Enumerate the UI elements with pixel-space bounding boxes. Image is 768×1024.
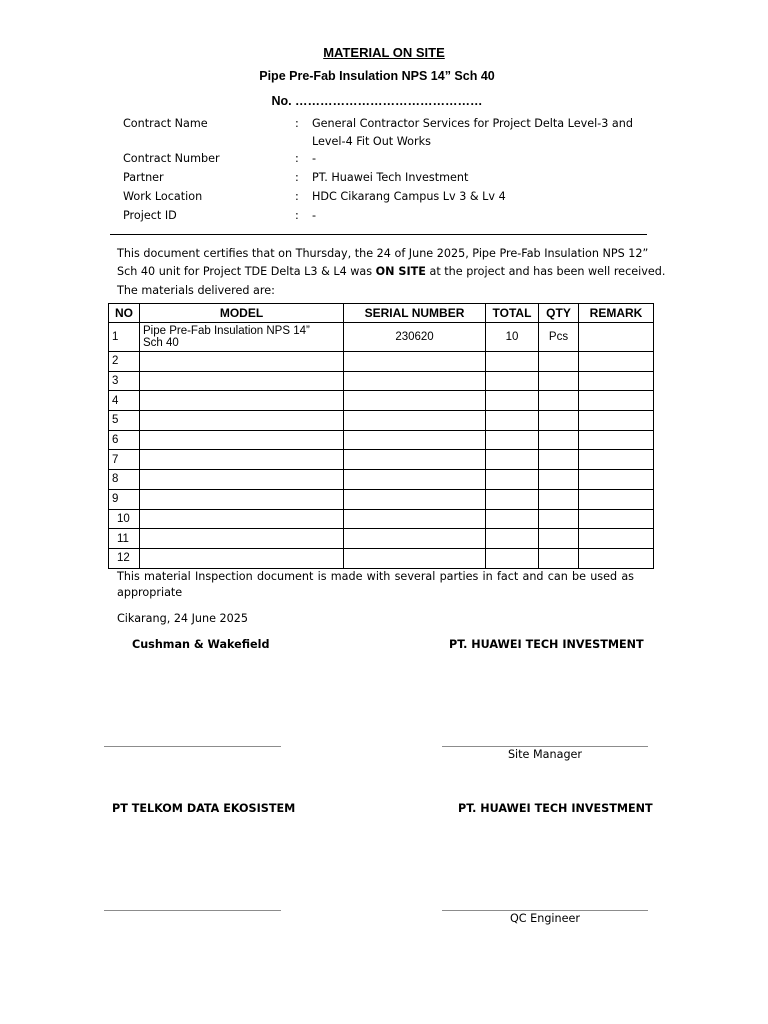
table-row — [109, 548, 654, 568]
contract-number-colon: : — [295, 152, 299, 165]
row-number: 9 — [109, 489, 140, 509]
row-remark — [579, 323, 654, 352]
row-total — [486, 489, 539, 509]
col-header-remark: REMARK — [579, 304, 654, 323]
footer-note-line-2: appropriate — [117, 586, 183, 599]
row-qty — [539, 430, 579, 450]
row-total — [486, 391, 539, 411]
document-number: No. ……………………………………… — [271, 94, 483, 108]
row-number: 3 — [109, 371, 140, 391]
table-row — [109, 470, 654, 490]
contract-number-label: Contract Number — [123, 152, 220, 165]
contract-number-value: - — [312, 152, 317, 165]
table-row — [109, 411, 654, 431]
table-row — [109, 371, 654, 391]
model-line-1: Pipe Pre-Fab Insulation NPS 14” — [143, 325, 310, 337]
certification-line-1: This document certifies that on Thursday, the 24 of June 2025, Pipe Pre-Fab Insulation NPS 12” — [117, 247, 649, 260]
contract-name-colon: : — [295, 117, 299, 130]
table-header-row — [109, 304, 654, 323]
row-serial-number — [344, 352, 486, 372]
work-location-label: Work Location — [123, 190, 203, 203]
row-qty — [539, 489, 579, 509]
signature-line-bottom-right — [442, 910, 648, 911]
row-number: 2 — [109, 352, 140, 372]
row-total — [486, 450, 539, 470]
row-model — [140, 548, 344, 568]
row-serial-number — [344, 371, 486, 391]
row-remark — [579, 430, 654, 450]
row-number: 11 — [109, 529, 140, 549]
project-id-label: Project ID — [123, 209, 177, 222]
row-model — [140, 489, 344, 509]
partner-value: PT. Huawei Tech Investment — [312, 171, 469, 184]
row-serial-number — [344, 391, 486, 411]
row-remark — [579, 411, 654, 431]
row-qty — [539, 529, 579, 549]
row-remark — [579, 509, 654, 529]
table-row — [109, 509, 654, 529]
row-serial-number — [344, 529, 486, 549]
row-remark — [579, 391, 654, 411]
document-subtitle: Pipe Pre-Fab Insulation NPS 14” Sch 40 — [259, 69, 495, 83]
col-header-no: NO — [109, 304, 140, 323]
footer-note-line-1: This material Inspection document is made with several parties in fact and can be used as — [117, 570, 634, 583]
table-row — [109, 529, 654, 549]
row-remark — [579, 371, 654, 391]
table-row — [109, 430, 654, 450]
certification-text-a: Sch 40 unit for Project TDE Delta L3 & L4 was — [117, 265, 376, 278]
row-qty: Pcs — [539, 323, 579, 352]
row-number: 12 — [109, 548, 140, 568]
table-row — [109, 489, 654, 509]
on-site-emphasis: ON SITE — [375, 265, 426, 278]
model-line-2: Sch 40 — [143, 337, 179, 349]
row-remark — [579, 548, 654, 568]
row-model — [140, 371, 344, 391]
row-qty — [539, 548, 579, 568]
row-model — [140, 352, 344, 372]
col-header-model: MODEL — [140, 304, 344, 323]
signature-line-bottom-left — [104, 910, 281, 911]
document-title: MATERIAL ON SITE — [323, 45, 445, 60]
row-model — [140, 470, 344, 490]
certification-text-b: at the project and has been well received. — [425, 265, 666, 278]
contract-name-label: Contract Name — [123, 117, 208, 130]
row-total — [486, 470, 539, 490]
row-model — [140, 430, 344, 450]
row-remark — [579, 529, 654, 549]
partner-colon: : — [295, 171, 299, 184]
row-total — [486, 548, 539, 568]
row-number: 4 — [109, 391, 140, 411]
row-serial-number — [344, 489, 486, 509]
row-serial-number — [344, 548, 486, 568]
table-row — [109, 352, 654, 372]
row-total — [486, 371, 539, 391]
signatory-top-left: Cushman & Wakefield — [132, 638, 270, 651]
row-number: 8 — [109, 470, 140, 490]
row-remark — [579, 352, 654, 372]
row-serial-number: 230620 — [344, 323, 486, 352]
work-location-colon: : — [295, 190, 299, 203]
row-number: 10 — [109, 509, 140, 529]
table-row — [109, 323, 654, 352]
signature-line-top-left — [104, 746, 281, 747]
row-model — [140, 529, 344, 549]
row-remark — [579, 450, 654, 470]
signatory-bottom-left: PT TELKOM DATA EKOSISTEM — [112, 802, 296, 815]
partner-label: Partner — [123, 171, 164, 184]
row-total: 10 — [486, 323, 539, 352]
row-serial-number — [344, 509, 486, 529]
contract-name-value-cont: Level-4 Fit Out Works — [312, 135, 431, 148]
row-total — [486, 529, 539, 549]
row-qty — [539, 371, 579, 391]
row-qty — [539, 470, 579, 490]
row-model — [140, 509, 344, 529]
project-id-value: - — [312, 209, 317, 222]
role-qc-engineer: QC Engineer — [510, 912, 580, 925]
certification-line-2 — [117, 265, 665, 278]
row-qty — [539, 509, 579, 529]
certification-line-3: The materials delivered are: — [117, 284, 275, 297]
col-header-serial-number: SERIAL NUMBER — [344, 304, 486, 323]
row-total — [486, 509, 539, 529]
row-serial-number — [344, 450, 486, 470]
row-total — [486, 352, 539, 372]
section-divider — [110, 234, 647, 235]
place-date: Cikarang, 24 June 2025 — [117, 612, 248, 625]
row-qty — [539, 450, 579, 470]
row-number: 7 — [109, 450, 140, 470]
row-serial-number — [344, 470, 486, 490]
row-qty — [539, 352, 579, 372]
row-qty — [539, 411, 579, 431]
row-remark — [579, 470, 654, 490]
col-header-qty: QTY — [539, 304, 579, 323]
row-number: 1 — [109, 323, 140, 352]
work-location-value: HDC Cikarang Campus Lv 3 & Lv 4 — [312, 190, 506, 203]
row-number: 5 — [109, 411, 140, 431]
materials-table — [108, 303, 654, 569]
row-model — [140, 323, 344, 352]
row-serial-number — [344, 411, 486, 431]
signatory-bottom-right: PT. HUAWEI TECH INVESTMENT — [458, 802, 653, 815]
role-site-manager: Site Manager — [507, 748, 583, 761]
contract-name-value: General Contractor Services for Project Delta Level-3 and — [312, 117, 633, 130]
signatory-top-right: PT. HUAWEI TECH INVESTMENT — [449, 638, 644, 651]
project-id-colon: : — [295, 209, 299, 222]
row-model — [140, 450, 344, 470]
row-total — [486, 430, 539, 450]
table-row — [109, 391, 654, 411]
row-model — [140, 391, 344, 411]
col-header-total: TOTAL — [486, 304, 539, 323]
row-number: 6 — [109, 430, 140, 450]
row-total — [486, 411, 539, 431]
signature-line-top-right — [442, 746, 648, 747]
row-model — [140, 411, 344, 431]
row-serial-number — [344, 430, 486, 450]
table-row — [109, 450, 654, 470]
row-remark — [579, 489, 654, 509]
row-qty — [539, 391, 579, 411]
